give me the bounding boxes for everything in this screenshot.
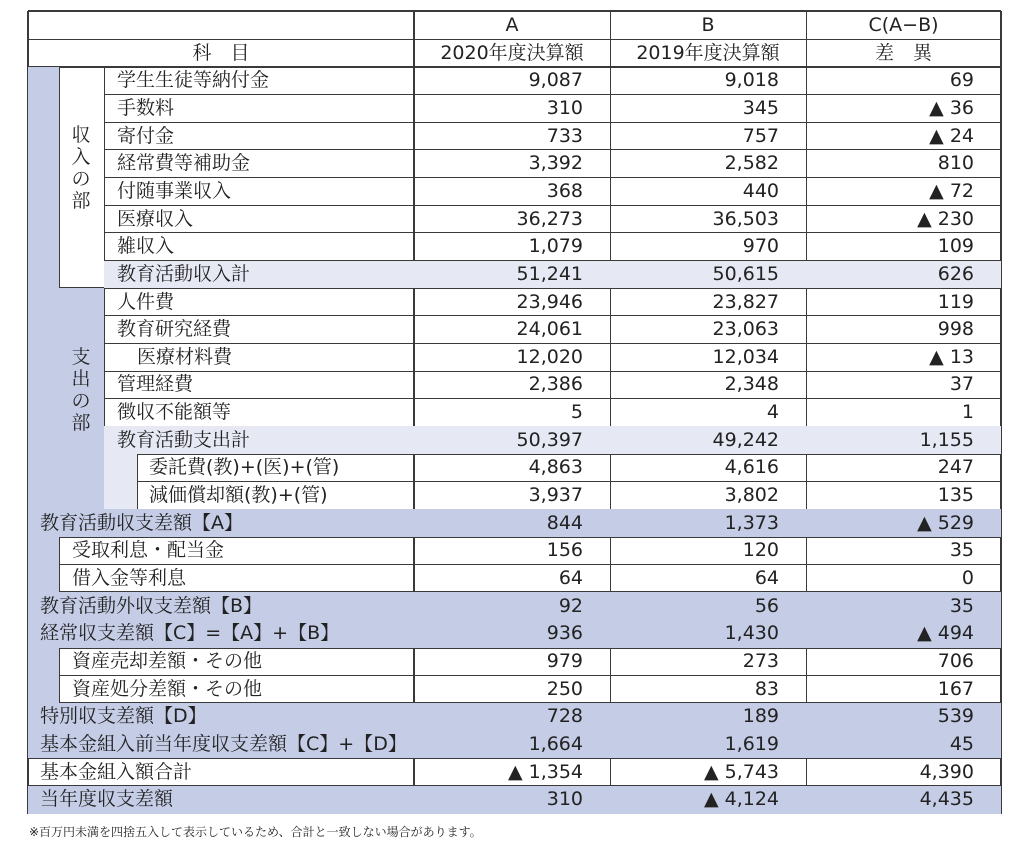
header-col-b: B — [701, 13, 715, 36]
value-difference: 0 — [961, 567, 974, 589]
footnote: ※百万円未満を四捨五入して表示しているため、合計と一致しない場合があります。 — [29, 825, 482, 839]
value-difference: ▲ 529 — [917, 511, 974, 534]
value-2020: 92 — [558, 594, 583, 617]
row-label: 教育活動収支差額【A】 — [40, 511, 243, 534]
value-2020: 368 — [546, 179, 583, 202]
value-2019: 4,616 — [724, 456, 779, 479]
row-label: 教育研究経費 — [117, 318, 232, 341]
value-difference: 109 — [937, 235, 974, 258]
row-label: 雑収入 — [117, 235, 175, 258]
value-difference: 1,155 — [919, 428, 974, 451]
row-label: 委託費(教)+(医)+(管) — [149, 456, 340, 479]
value-2020: 936 — [546, 622, 583, 645]
value-2020: 310 — [546, 96, 583, 119]
special-band — [28, 648, 59, 703]
value-2020: 51,241 — [516, 262, 583, 285]
row-label: 資産売却差額・その他 — [72, 649, 263, 672]
value-2019: ▲ 4,124 — [703, 788, 779, 811]
value-2020: 1,079 — [528, 235, 583, 258]
value-2020: 310 — [546, 788, 583, 811]
value-difference: 167 — [937, 677, 974, 700]
value-2019: 23,827 — [712, 290, 779, 313]
value-2020: 3,937 — [528, 484, 583, 507]
value-2019: 273 — [742, 649, 779, 672]
value-2019: 2,582 — [724, 152, 779, 175]
value-2019: 23,063 — [712, 318, 779, 341]
income-band — [28, 67, 59, 509]
row-label: 手数料 — [117, 96, 175, 119]
value-2019: 189 — [742, 705, 779, 728]
value-2019: 345 — [742, 96, 779, 119]
value-difference: 706 — [937, 649, 974, 672]
value-difference: 810 — [937, 152, 974, 175]
depreciation-indent-band — [104, 454, 137, 509]
income-section-label: 収 入 の 部 — [71, 124, 91, 213]
row-label: 特別収支差額【D】 — [40, 705, 207, 728]
header-year-2020: 2020年度決算額 — [440, 41, 584, 64]
value-2019: 83 — [754, 677, 779, 700]
value-2020: 64 — [558, 567, 583, 589]
value-difference: 35 — [949, 539, 974, 562]
header-year-2019: 2019年度決算額 — [636, 41, 780, 64]
value-difference: 4,435 — [919, 788, 974, 811]
expense-section-label: 支 出 の 部 — [71, 345, 91, 434]
value-difference: 35 — [949, 594, 974, 617]
value-difference: 626 — [937, 262, 974, 285]
row-label: 資産処分差額・その他 — [72, 677, 263, 700]
row-label: 人件費 — [117, 290, 175, 313]
value-2020: 3,392 — [528, 152, 583, 175]
value-2020: 4,863 — [528, 456, 583, 479]
value-2019: ▲ 5,743 — [703, 760, 779, 783]
row-label: 寄付金 — [117, 124, 175, 147]
value-2019: 4 — [766, 401, 779, 424]
value-2020: 36,273 — [516, 207, 583, 230]
value-difference: 69 — [949, 69, 974, 92]
value-difference: 539 — [937, 705, 974, 728]
value-difference: 119 — [937, 290, 974, 313]
value-2019: 12,034 — [712, 345, 779, 368]
value-2020: 23,946 — [516, 290, 583, 313]
header-difference: 差 異 — [874, 41, 932, 64]
value-2019: 1,619 — [724, 732, 779, 755]
row-label: 基本金組入額合計 — [40, 760, 193, 783]
row-label: 経常収支差額【C】=【A】+【B】 — [40, 622, 340, 645]
value-2019: 9,018 — [724, 69, 779, 92]
row-label: 当年度収支差額 — [40, 788, 174, 811]
value-difference: 1 — [961, 401, 974, 424]
value-2019: 1,373 — [724, 511, 779, 534]
value-2020: 12,020 — [516, 345, 583, 368]
value-2020: 733 — [546, 124, 583, 147]
value-2020: 5 — [570, 401, 583, 424]
row-label: 基本金組入前当年度収支差額【C】+【D】 — [40, 732, 407, 755]
value-2019: 3,802 — [724, 484, 779, 507]
value-2020: ▲ 1,354 — [507, 760, 583, 783]
value-2020: 844 — [546, 511, 583, 534]
value-2019: 49,242 — [712, 428, 779, 451]
value-difference: ▲ 36 — [929, 96, 974, 119]
value-difference: 4,390 — [919, 760, 974, 783]
value-2020: 50,397 — [516, 428, 583, 451]
value-2020: 1,664 — [528, 732, 583, 755]
value-2020: 24,061 — [516, 318, 583, 341]
value-2019: 56 — [754, 594, 779, 617]
row-label: 管理経費 — [117, 373, 194, 396]
value-2020: 156 — [546, 539, 583, 562]
value-difference: ▲ 13 — [929, 345, 974, 368]
value-difference: 45 — [949, 732, 974, 755]
row-label: 徴収不能額等 — [117, 401, 232, 424]
header-col-a: A — [505, 13, 519, 36]
row-label: 経常費等補助金 — [117, 152, 251, 175]
value-difference: 135 — [937, 484, 974, 507]
value-2019: 757 — [742, 124, 779, 147]
row-label: 学生生徒等納付金 — [117, 69, 270, 92]
value-difference: ▲ 494 — [917, 622, 974, 645]
value-2020: 9,087 — [528, 69, 583, 92]
value-difference: ▲ 24 — [929, 124, 974, 147]
row-label: 教育活動外収支差額【B】 — [40, 594, 263, 617]
value-2019: 970 — [742, 235, 779, 258]
value-2020: 979 — [546, 649, 583, 672]
value-difference: 247 — [937, 456, 974, 479]
value-2019: 440 — [742, 179, 779, 202]
value-2020: 728 — [546, 705, 583, 728]
row-label: 医療収入 — [117, 207, 194, 230]
value-difference: 998 — [937, 318, 974, 341]
row-label: 教育活動支出計 — [117, 428, 251, 451]
header-item-label: 科 目 — [192, 41, 250, 64]
row-label: 付随事業収入 — [117, 179, 232, 202]
row-label: 医療材料費 — [137, 345, 233, 368]
row-label: 借入金等利息 — [72, 567, 187, 589]
row-label: 教育活動収入計 — [117, 262, 251, 285]
value-2019: 120 — [742, 539, 779, 562]
value-2019: 2,348 — [724, 373, 779, 396]
value-2020: 250 — [546, 677, 583, 700]
value-2019: 64 — [754, 567, 779, 589]
header-col-c: C(A−B) — [868, 13, 939, 36]
value-difference: 37 — [949, 373, 974, 396]
value-2019: 1,430 — [724, 622, 779, 645]
non-operating-band — [28, 537, 59, 592]
value-difference: ▲ 230 — [917, 207, 974, 230]
value-2020: 2,386 — [528, 373, 583, 396]
value-difference: ▲ 72 — [929, 179, 974, 202]
row-label: 減価償却額(教)+(管) — [149, 484, 328, 507]
row-label: 受取利息・配当金 — [72, 539, 225, 562]
value-2019: 50,615 — [712, 262, 779, 285]
value-2019: 36,503 — [712, 207, 779, 230]
